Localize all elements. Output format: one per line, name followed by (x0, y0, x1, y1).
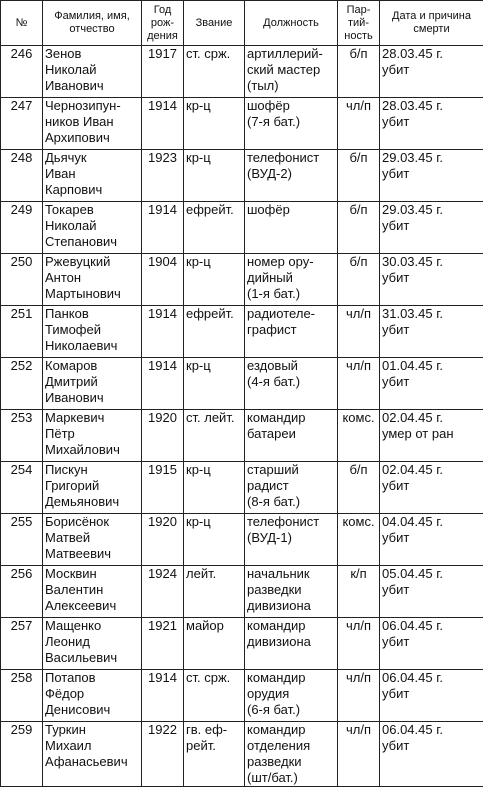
cell-name: Мащенко Леонид Васильевич (43, 618, 142, 670)
cell-birth-year: 1920 (142, 514, 184, 566)
cell-name: Дьячук Иван Карпович (43, 150, 142, 202)
cell-rank: кр-ц (184, 98, 245, 150)
cell-position: шофёр (7-я бат.) (245, 98, 338, 150)
cell-death: 01.04.45 г. убит (380, 358, 483, 410)
cell-death: 02.04.45 г. убит (380, 462, 483, 514)
header-position: Должность (245, 1, 338, 46)
cell-name: Москвин Валентин Алексеевич (43, 566, 142, 618)
cell-name: Токарев Николай Степанович (43, 202, 142, 254)
table-row (1, 618, 483, 670)
cell-death: 29.03.45 г. убит (380, 202, 483, 254)
cell-rank: ефрейт. (184, 202, 245, 254)
cell-birth-year: 1917 (142, 46, 184, 98)
cell-party: комс. (338, 410, 380, 462)
cell-number: 252 (1, 358, 43, 410)
cell-name: Туркин Михаил Афанасьевич (43, 722, 142, 787)
cell-number: 249 (1, 202, 43, 254)
cell-death: 06.04.45 г. убит (380, 670, 483, 722)
table-row (1, 98, 483, 150)
cell-number: 258 (1, 670, 43, 722)
cell-name: Чернозипун- ников Иван Архипович (43, 98, 142, 150)
cell-birth-year: 1924 (142, 566, 184, 618)
cell-position: командир орудия (6-я бат.) (245, 670, 338, 722)
cell-party: комс. (338, 514, 380, 566)
cell-party: чл/п (338, 358, 380, 410)
cell-death: 05.04.45 г. убит (380, 566, 483, 618)
cell-position: командир батареи (245, 410, 338, 462)
cell-position: командир дивизиона (245, 618, 338, 670)
table-row (1, 254, 483, 306)
cell-birth-year: 1915 (142, 462, 184, 514)
cell-rank: кр-ц (184, 254, 245, 306)
cell-number: 248 (1, 150, 43, 202)
cell-position: ездовый (4-я бат.) (245, 358, 338, 410)
cell-number: 256 (1, 566, 43, 618)
header-rank: Звание (184, 1, 245, 46)
cell-rank: ефрейт. (184, 306, 245, 358)
cell-number: 246 (1, 46, 43, 98)
cell-rank: кр-ц (184, 150, 245, 202)
cell-rank: майор (184, 618, 245, 670)
cell-position: шофёр (245, 202, 338, 254)
table-row (1, 566, 483, 618)
cell-party: б/п (338, 254, 380, 306)
cell-position: телефонист (ВУД-2) (245, 150, 338, 202)
table-row (1, 410, 483, 462)
cell-rank: ст. срж. (184, 670, 245, 722)
header-birth-year: Год рож- дения (142, 1, 184, 46)
cell-name: Потапов Фёдор Денисович (43, 670, 142, 722)
cell-death: 28.03.45 г. убит (380, 46, 483, 98)
cell-party: чл/п (338, 618, 380, 670)
cell-death: 06.04.45 г. убит (380, 618, 483, 670)
cell-position: командир отделения разведки (шт/бат.) (245, 722, 338, 787)
header-number: № (1, 1, 43, 46)
cell-rank: кр-ц (184, 514, 245, 566)
cell-death: 02.04.45 г. умер от ран (380, 410, 483, 462)
cell-death: 04.04.45 г. убит (380, 514, 483, 566)
cell-name: Маркевич Пётр Михайлович (43, 410, 142, 462)
cell-birth-year: 1914 (142, 358, 184, 410)
cell-death: 28.03.45 г. убит (380, 98, 483, 150)
cell-position: радиотеле- графист (245, 306, 338, 358)
cell-birth-year: 1904 (142, 254, 184, 306)
cell-birth-year: 1914 (142, 202, 184, 254)
cell-number: 255 (1, 514, 43, 566)
cell-party: чл/п (338, 722, 380, 787)
cell-death: 06.04.45 г. убит (380, 722, 483, 787)
cell-name: Пискун Григорий Демьянович (43, 462, 142, 514)
cell-party: чл/п (338, 306, 380, 358)
cell-position: номер ору- дийный (1-я бат.) (245, 254, 338, 306)
cell-rank: кр-ц (184, 358, 245, 410)
cell-position: артиллерий- ский мастер (тыл) (245, 46, 338, 98)
cell-name: Борисёнок Матвей Матвеевич (43, 514, 142, 566)
cell-name: Ржевуцкий Антон Мартынович (43, 254, 142, 306)
cell-position: телефонист (ВУД-1) (245, 514, 338, 566)
table-row (1, 722, 483, 787)
cell-number: 250 (1, 254, 43, 306)
cell-birth-year: 1922 (142, 722, 184, 787)
cell-birth-year: 1920 (142, 410, 184, 462)
cell-party: к/п (338, 566, 380, 618)
cell-birth-year: 1921 (142, 618, 184, 670)
table-row (1, 670, 483, 722)
table-header-row (1, 1, 483, 46)
cell-death: 30.03.45 г. убит (380, 254, 483, 306)
table-row (1, 462, 483, 514)
cell-birth-year: 1914 (142, 670, 184, 722)
cell-number: 259 (1, 722, 43, 787)
table-row (1, 514, 483, 566)
header-name: Фамилия, имя, отчество (43, 1, 142, 46)
cell-party: б/п (338, 202, 380, 254)
cell-name: Комаров Дмитрий Иванович (43, 358, 142, 410)
cell-position: старший радист (8-я бат.) (245, 462, 338, 514)
cell-party: б/п (338, 462, 380, 514)
cell-rank: кр-ц (184, 462, 245, 514)
cell-party: чл/п (338, 670, 380, 722)
cell-name: Панков Тимофей Николаевич (43, 306, 142, 358)
cell-party: чл/п (338, 98, 380, 150)
cell-name: Зенов Николай Иванович (43, 46, 142, 98)
cell-rank: гв. еф- рейт. (184, 722, 245, 787)
table-row (1, 150, 483, 202)
cell-rank: ст. лейт. (184, 410, 245, 462)
table-row (1, 358, 483, 410)
cell-position: начальник разведки дивизиона (245, 566, 338, 618)
cell-birth-year: 1914 (142, 306, 184, 358)
header-party: Пар- тий- ность (338, 1, 380, 46)
cell-death: 31.03.45 г. убит (380, 306, 483, 358)
cell-birth-year: 1914 (142, 98, 184, 150)
header-death: Дата и причина смерти (380, 1, 483, 46)
cell-number: 254 (1, 462, 43, 514)
cell-rank: лейт. (184, 566, 245, 618)
cell-number: 251 (1, 306, 43, 358)
cell-number: 257 (1, 618, 43, 670)
table-row (1, 46, 483, 98)
cell-number: 247 (1, 98, 43, 150)
cell-birth-year: 1923 (142, 150, 184, 202)
cell-rank: ст. срж. (184, 46, 245, 98)
cell-party: б/п (338, 46, 380, 98)
table-row (1, 306, 483, 358)
table-row (1, 202, 483, 254)
cell-death: 29.03.45 г. убит (380, 150, 483, 202)
cell-number: 253 (1, 410, 43, 462)
cell-party: б/п (338, 150, 380, 202)
